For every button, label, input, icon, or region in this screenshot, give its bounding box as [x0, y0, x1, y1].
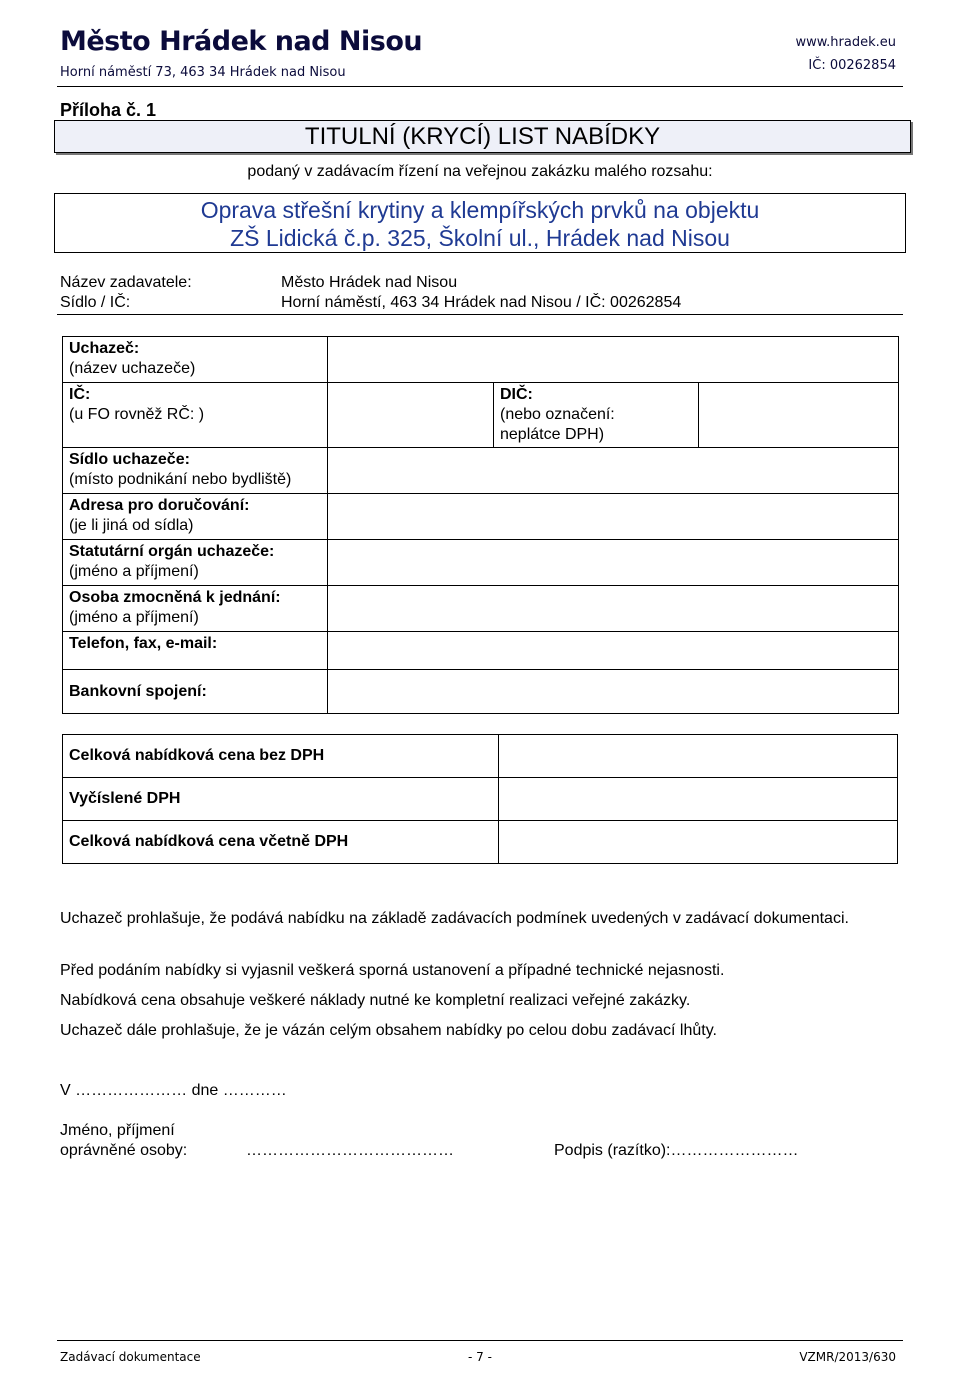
title-box: [54, 120, 911, 153]
sidlo-sub: (místo podnikání nebo bydliště): [69, 471, 292, 488]
telefon-input-cell[interactable]: [328, 632, 899, 670]
ic-label-cell: [63, 383, 328, 448]
price-row-vat: [63, 778, 898, 821]
ic-label: IČ:: [69, 386, 91, 403]
uchazec-label-cell: [63, 337, 328, 383]
header-ic: IČ: 00262854: [808, 58, 896, 73]
price-without-vat-label: Celková nabídková cena bez DPH: [63, 735, 499, 778]
annex-label: Příloha č. 1: [60, 100, 157, 120]
price-with-vat-label: Celková nabídková cena včetně DPH: [63, 821, 499, 864]
banka-input-cell[interactable]: [328, 670, 899, 714]
contracting-name-value: Město Hrádek nad Nisou: [281, 274, 458, 291]
footer-divider: [57, 1340, 903, 1341]
footer-reference: VZMR/2013/630: [799, 1350, 896, 1364]
town-address: Horní náměstí 73, 463 34 Hrádek nad Nisou: [60, 65, 346, 80]
place-date-line: V ………………… dne …………: [60, 1082, 287, 1099]
document-title: TITULNÍ (KRYCÍ) LIST NABÍDKY: [304, 123, 661, 150]
price-row-without-vat: [63, 735, 898, 778]
name-fill-line: …………………………………: [246, 1142, 454, 1159]
footer-page-number: - 7 -: [468, 1350, 492, 1364]
dic-input-cell[interactable]: [699, 383, 899, 448]
contracting-divider: [57, 314, 903, 315]
bidder-form-table: [62, 336, 899, 714]
contracting-name-label: Název zadavatele:: [60, 274, 192, 291]
dic-sub-1: (nebo označení:: [500, 406, 615, 423]
ic-sub: (u FO rovněž RČ: ): [69, 406, 205, 423]
uchazec-input-cell[interactable]: [328, 337, 899, 383]
adresa-sub: (je li jiná od sídla): [69, 517, 194, 534]
form-row-telefon: [63, 632, 899, 670]
form-row-ic: [63, 383, 899, 448]
contracting-seat-label: Sídlo / IČ:: [60, 294, 131, 311]
price-vat-label: Vyčíslené DPH: [63, 778, 499, 821]
declaration-1: Uchazeč prohlašuje, že podává nabídku na základě zadávacích podmínek uvedených v zadávací dokumentaci.: [60, 910, 849, 927]
uchazec-label: Uchazeč:: [69, 340, 140, 357]
declaration-2: Před podáním nabídky si vyjasnil veškerá sporná ustanovení a případné technické nejasnosti.: [60, 962, 725, 979]
project-box: [54, 193, 906, 253]
contracting-seat-value: Horní náměstí, 463 34 Hrádek nad Nisou / IČ: 00262854: [281, 294, 682, 311]
statutar-label: Statutární orgán uchazeče:: [69, 543, 275, 560]
statutar-input-cell[interactable]: [328, 540, 899, 586]
banka-label-cell: [63, 670, 328, 714]
price-row-with-vat: [63, 821, 898, 864]
website-link[interactable]: www.hradek.eu: [795, 35, 896, 50]
form-row-statutar: [63, 540, 899, 586]
project-line-2: ZŠ Lidická č.p. 325, Školní ul., Hrádek nad Nisou: [230, 225, 730, 251]
osoba-label-cell: [63, 586, 328, 632]
sidlo-label-cell: [63, 448, 328, 494]
sidlo-label: Sídlo uchazeče:: [69, 451, 190, 468]
footer-doc-name: Zadávací dokumentace: [60, 1350, 201, 1364]
subtitle: podaný v zadávacím řízení na veřejnou zakázku malého rozsahu:: [247, 163, 713, 180]
form-row-adresa: [63, 494, 899, 540]
telefon-label: Telefon, fax, e-mail:: [69, 635, 218, 652]
price-without-vat-input[interactable]: [498, 735, 897, 778]
statutar-label-cell: [63, 540, 328, 586]
form-row-uchazec: [63, 337, 899, 383]
name-label-line-1: Jméno, příjmení: [60, 1122, 175, 1139]
osoba-sub: (jméno a příjmení): [69, 609, 199, 626]
town-name: Město Hrádek nad Nisou: [60, 26, 423, 57]
adresa-label: Adresa pro doručování:: [69, 497, 250, 514]
telefon-label-cell: [63, 632, 328, 670]
ic-input-cell[interactable]: [328, 383, 494, 448]
sidlo-input-cell[interactable]: [328, 448, 899, 494]
project-line-1: Oprava střešní krytiny a klempířských prvků na objektu: [200, 197, 760, 223]
dic-label: DIČ:: [500, 386, 533, 403]
osoba-input-cell[interactable]: [328, 586, 899, 632]
dic-sub-2: neplátce DPH): [500, 426, 605, 443]
declaration-4: Uchazeč dále prohlašuje, že je vázán celým obsahem nabídky po celou dobu zadávací lhůty.: [60, 1022, 717, 1039]
header-divider: [57, 86, 903, 87]
name-label-line-2: oprávněné osoby:: [60, 1142, 188, 1159]
dic-label-cell: [494, 383, 699, 448]
declaration-3: Nabídková cena obsahuje veškeré náklady nutné ke kompletní realizaci veřejné zakázky.: [60, 992, 691, 1009]
form-row-sidlo: [63, 448, 899, 494]
price-vat-input[interactable]: [498, 778, 897, 821]
statutar-sub: (jméno a příjmení): [69, 563, 199, 580]
price-with-vat-input[interactable]: [498, 821, 897, 864]
osoba-label: Osoba zmocněná k jednání:: [69, 589, 281, 606]
price-table: [62, 734, 898, 864]
banka-label: Bankovní spojení:: [69, 682, 207, 700]
signature-stamp-line: Podpis (razítko):……………………: [554, 1142, 799, 1159]
form-row-osoba: [63, 586, 899, 632]
adresa-input-cell[interactable]: [328, 494, 899, 540]
form-row-banka: [63, 670, 899, 714]
adresa-label-cell: [63, 494, 328, 540]
uchazec-sub: (název uchazeče): [69, 360, 196, 377]
